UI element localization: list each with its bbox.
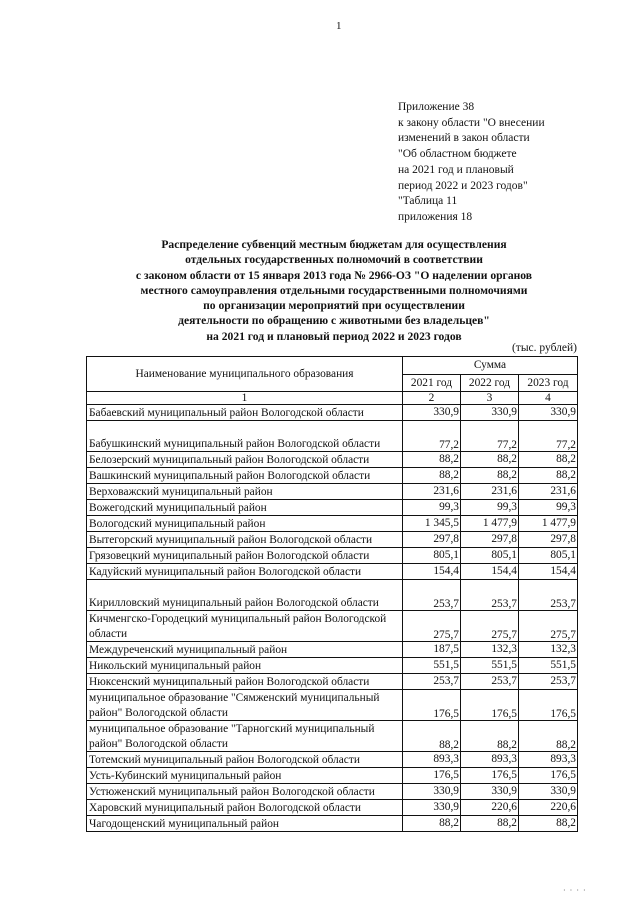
value-2022: 330,9 — [461, 784, 519, 800]
value-2022: 88,2 — [461, 721, 519, 752]
municipality-name: муниципальное образование "Тарногский муниципальный район" Вологодской области — [87, 721, 403, 752]
table-row — [87, 468, 578, 484]
value-2021: 176,5 — [403, 768, 461, 784]
title-line: на 2021 год и плановый период 2022 и 2023 годов — [206, 329, 462, 343]
value-2022: 805,1 — [461, 548, 519, 564]
header-name: Наименование муниципального образования — [87, 357, 403, 392]
table-row — [87, 452, 578, 468]
table-row — [87, 421, 578, 452]
value-2022: 88,2 — [461, 816, 519, 832]
value-2021: 176,5 — [403, 690, 461, 721]
value-2021: 88,2 — [403, 452, 461, 468]
header-year-2022: 2022 год — [461, 374, 519, 392]
units-label: (тыс. рублей) — [511, 342, 577, 354]
value-2023: 176,5 — [519, 690, 578, 721]
value-2023: 88,2 — [519, 468, 578, 484]
municipality-name: Междуреченский муниципальный район — [87, 642, 403, 658]
document-title — [60, 237, 608, 344]
value-2023: 88,2 — [519, 452, 578, 468]
value-2023: 132,3 — [519, 642, 578, 658]
header-year-2021: 2021 год — [403, 374, 461, 392]
table-row — [87, 484, 578, 500]
value-2022: 88,2 — [461, 468, 519, 484]
municipality-name: Устюженский муниципальный район Вологодской области — [87, 784, 403, 800]
table-row — [87, 564, 578, 580]
table-row — [87, 784, 578, 800]
table-row — [87, 405, 578, 421]
header-sum: Сумма — [403, 357, 578, 375]
table-row — [87, 816, 578, 832]
subventions-table — [86, 356, 578, 832]
value-2023: 805,1 — [519, 548, 578, 564]
municipality-name: Вожегодский муниципальный район — [87, 500, 403, 516]
value-2023: 99,3 — [519, 500, 578, 516]
appendix-line: период 2022 и 2023 годов" — [398, 179, 528, 192]
value-2023: 1 477,9 — [519, 516, 578, 532]
municipality-name: Верховажский муниципальный район — [87, 484, 403, 500]
title-line: с законом области от 15 января 2013 года № 2966-ОЗ "О наделении органов — [135, 268, 533, 282]
municipality-name: Чагодощенский муниципальный район — [87, 816, 403, 832]
appendix-line: Приложение 38 — [398, 101, 475, 113]
municipality-name: Никольский муниципальный район — [87, 658, 403, 674]
value-2023: 330,9 — [519, 784, 578, 800]
column-index: 2 — [403, 392, 461, 405]
column-index: 4 — [519, 392, 578, 405]
header-row — [87, 357, 578, 375]
municipality-name: Кичменгско-Городецкий муниципальный район Вологодской области — [87, 611, 403, 642]
value-2023: 297,8 — [519, 532, 578, 548]
value-2022: 88,2 — [461, 452, 519, 468]
table-row — [87, 674, 578, 690]
municipality-name: Нюксенский муниципальный район Вологодской области — [87, 674, 403, 690]
value-2023: 253,7 — [519, 674, 578, 690]
appendix-line: изменений в закон области — [398, 132, 530, 145]
value-2022: 154,4 — [461, 564, 519, 580]
value-2021: 77,2 — [403, 421, 461, 452]
value-2022: 231,6 — [461, 484, 519, 500]
value-2021: 551,5 — [403, 658, 461, 674]
table-row — [87, 800, 578, 816]
value-2021: 297,8 — [403, 532, 461, 548]
value-2023: 154,4 — [519, 564, 578, 580]
table-row — [87, 752, 578, 768]
table-row — [87, 611, 578, 642]
value-2022: 253,7 — [461, 580, 519, 611]
value-2021: 187,5 — [403, 642, 461, 658]
value-2022: 253,7 — [461, 674, 519, 690]
value-2022: 176,5 — [461, 768, 519, 784]
municipality-name: Бабушкинский муниципальный район Вологодской области — [87, 421, 403, 452]
page-number: 1 — [336, 20, 342, 32]
value-2022: 132,3 — [461, 642, 519, 658]
table-row — [87, 642, 578, 658]
value-2021: 330,9 — [403, 800, 461, 816]
value-2023: 220,6 — [519, 800, 578, 816]
table-row — [87, 516, 578, 532]
value-2023: 176,5 — [519, 768, 578, 784]
value-2023: 551,5 — [519, 658, 578, 674]
title-line: отдельных государственных полномочий в соответствии — [185, 253, 483, 267]
value-2021: 88,2 — [403, 721, 461, 752]
value-2023: 88,2 — [519, 816, 578, 832]
appendix-line: "Таблица 11 — [398, 195, 458, 208]
value-2021: 805,1 — [403, 548, 461, 564]
value-2021: 275,7 — [403, 611, 461, 642]
table-row — [87, 580, 578, 611]
value-2021: 330,9 — [403, 405, 461, 421]
appendix-line: к закону области "О внесении — [398, 116, 545, 129]
value-2022: 893,3 — [461, 752, 519, 768]
table-row — [87, 690, 578, 721]
value-2021: 253,7 — [403, 580, 461, 611]
value-2022: 551,5 — [461, 658, 519, 674]
value-2023: 330,9 — [519, 405, 578, 421]
municipality-name: Тотемский муниципальный район Вологодской области — [87, 752, 403, 768]
scan-mark: · · · · — [563, 886, 587, 895]
value-2022: 275,7 — [461, 611, 519, 642]
municipality-name: Белозерский муниципальный район Вологодской области — [87, 452, 403, 468]
value-2023: 253,7 — [519, 580, 578, 611]
value-2023: 275,7 — [519, 611, 578, 642]
table-row — [87, 658, 578, 674]
value-2021: 893,3 — [403, 752, 461, 768]
municipality-name: Вытегорский муниципальный район Вологодской области — [87, 532, 403, 548]
title-line: местного самоуправления отдельными государственными полномочиями — [140, 283, 528, 297]
table-row — [87, 500, 578, 516]
title-line: деятельности по обращению с животными без владельцев" — [178, 314, 490, 328]
table-row — [87, 768, 578, 784]
title-line: по организации мероприятий при осуществлении — [203, 299, 465, 313]
value-2023: 77,2 — [519, 421, 578, 452]
value-2022: 176,5 — [461, 690, 519, 721]
value-2021: 1 345,5 — [403, 516, 461, 532]
municipality-name: муниципальное образование "Сямженский муниципальный район" Вологодской области — [87, 690, 403, 721]
header-year-2023: 2023 год — [519, 374, 578, 392]
column-index: 3 — [461, 392, 519, 405]
appendix-line: на 2021 год и плановый — [398, 163, 514, 176]
appendix-line: приложения 18 — [398, 210, 473, 223]
value-2022: 330,9 — [461, 405, 519, 421]
municipality-name: Бабаевский муниципальный район Вологодской области — [87, 405, 403, 421]
municipality-name: Грязовецкий муниципальный район Вологодской области — [87, 548, 403, 564]
table-body — [87, 357, 578, 832]
appendix-line: "Об областном бюджете — [398, 148, 517, 161]
municipality-name: Вашкинский муниципальный район Вологодской области — [87, 468, 403, 484]
table-row — [87, 548, 578, 564]
value-2021: 330,9 — [403, 784, 461, 800]
value-2021: 99,3 — [403, 500, 461, 516]
table-row — [87, 532, 578, 548]
municipality-name: Кадуйский муниципальный район Вологодской области — [87, 564, 403, 580]
value-2021: 88,2 — [403, 468, 461, 484]
value-2022: 220,6 — [461, 800, 519, 816]
value-2021: 231,6 — [403, 484, 461, 500]
value-2022: 1 477,9 — [461, 516, 519, 532]
value-2023: 231,6 — [519, 484, 578, 500]
column-index: 1 — [87, 392, 403, 405]
title-line: Распределение субвенций местным бюджетам для осуществления — [161, 238, 507, 251]
column-index-row — [87, 392, 578, 405]
value-2022: 99,3 — [461, 500, 519, 516]
value-2021: 253,7 — [403, 674, 461, 690]
municipality-name: Вологодский муниципальный район — [87, 516, 403, 532]
appendix-note — [398, 100, 598, 226]
value-2021: 88,2 — [403, 816, 461, 832]
municipality-name: Усть-Кубинский муниципальный район — [87, 768, 403, 784]
value-2022: 297,8 — [461, 532, 519, 548]
value-2022: 77,2 — [461, 421, 519, 452]
table-row — [87, 721, 578, 752]
value-2023: 88,2 — [519, 721, 578, 752]
value-2023: 893,3 — [519, 752, 578, 768]
value-2021: 154,4 — [403, 564, 461, 580]
municipality-name: Кирилловский муниципальный район Вологодской области — [87, 580, 403, 611]
municipality-name: Харовский муниципальный район Вологодской области — [87, 800, 403, 816]
